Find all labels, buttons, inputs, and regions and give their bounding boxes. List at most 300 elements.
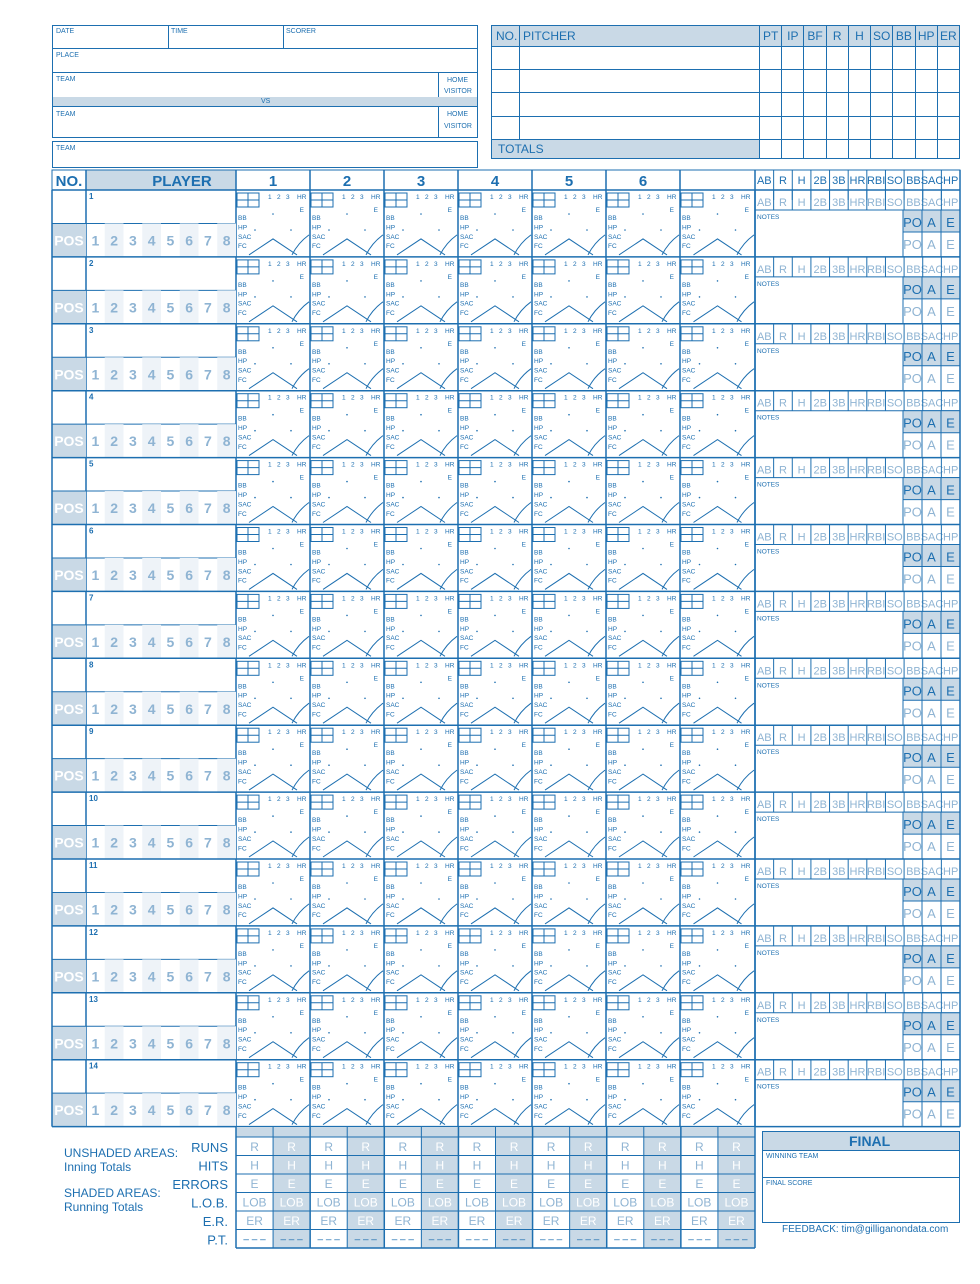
base-label-3: 3 (508, 996, 512, 1004)
base-label-3: 3 (582, 662, 586, 670)
base-label-1: 1 (416, 1063, 420, 1071)
foul-arc (662, 904, 679, 924)
outcome-label-fc: FC (238, 1046, 247, 1053)
base-label-1: 1 (490, 929, 494, 937)
outcome-label-sac: SAC (460, 568, 474, 576)
position-number-4: 4 (147, 500, 156, 517)
base-label-1: 1 (564, 796, 568, 804)
final-title: FINAL (849, 1133, 891, 1149)
fielding-cell-a: A (927, 1106, 936, 1122)
diamond-dot (512, 1032, 514, 1034)
base-label-2: 2 (425, 394, 429, 402)
outcome-label-fc: FC (608, 310, 617, 318)
stat-cell-rbi: RBI (866, 799, 886, 812)
outcome-label-bb: BB (460, 817, 469, 825)
fielding-cell-e: E (946, 571, 955, 587)
home-plate-chevron (249, 908, 297, 924)
outcome-label-fc: FC (312, 310, 321, 318)
outcome-label-sac: SAC (608, 300, 622, 308)
position-number-7: 7 (203, 968, 212, 985)
outcome-label-sac: SAC (386, 1036, 400, 1044)
error-label: E (744, 742, 749, 750)
outcome-label-sac: SAC (534, 635, 548, 643)
diamond-dot (717, 414, 719, 416)
foul-arc (440, 1105, 457, 1125)
foul-arc (440, 636, 457, 656)
stat-cell-rbi: RBI (866, 598, 886, 611)
outcome-label-sac: SAC (238, 635, 252, 643)
base-label-hr: HR (741, 394, 751, 402)
base-label-1: 1 (342, 996, 346, 1004)
home-plate-chevron (397, 841, 445, 857)
base-label-hr: HR (371, 796, 381, 804)
base-label-2: 2 (499, 595, 503, 603)
base-label-1: 1 (342, 1063, 346, 1071)
home-plate-chevron (249, 573, 297, 589)
base-label-2: 2 (647, 595, 651, 603)
stat-cell-ab: AB (756, 732, 772, 745)
base-label-hr: HR (371, 394, 381, 402)
error-label: E (373, 541, 378, 549)
diamond-dot (586, 898, 588, 900)
stat-cell-2b: 2B (813, 665, 827, 678)
outcome-label-sac: SAC (386, 902, 400, 910)
winning-team-label: WINNING TEAM (766, 1153, 819, 1160)
stat-cell-so: SO (886, 732, 903, 745)
diamond-dot (328, 1032, 330, 1034)
player-number: 14 (89, 1061, 98, 1071)
base-label-2: 2 (721, 260, 725, 268)
outcome-label-sac: SAC (534, 769, 548, 776)
diamond-dot (735, 631, 737, 633)
error-label: E (595, 207, 600, 214)
base-label-3: 3 (730, 662, 734, 670)
base-label-2: 2 (351, 327, 355, 335)
fielding-cell-po: PO (903, 1039, 922, 1055)
stat-cell-so: SO (886, 799, 903, 812)
visitor-label-1: VISITOR (444, 88, 472, 95)
stat-cell-sac: SAC (920, 197, 944, 209)
outcome-label-fc: FC (534, 778, 543, 786)
base-label-3: 3 (286, 528, 290, 536)
base-label-hr: HR (593, 528, 603, 536)
base-label-1: 1 (638, 662, 642, 670)
error-label: E (521, 675, 526, 683)
pos-label: POS (54, 968, 84, 985)
outcome-label-bb: BB (534, 683, 543, 691)
outcome-label-hp: HP (608, 425, 618, 433)
outcome-label-bb: BB (534, 750, 543, 758)
player-number: 12 (89, 927, 98, 937)
base-label-2: 2 (647, 729, 651, 737)
position-number-1: 1 (91, 633, 100, 650)
base-label-3: 3 (730, 595, 734, 603)
error-label: E (447, 407, 452, 415)
diamond-dot (586, 430, 588, 432)
base-label-3: 3 (286, 394, 290, 402)
stat-cell-2b: 2B (813, 999, 827, 1012)
fielding-header-po: PO (903, 683, 922, 699)
position-number-7: 7 (203, 633, 212, 650)
diamond-dot (550, 898, 552, 900)
position-number-7: 7 (203, 566, 212, 583)
base-label-2: 2 (351, 461, 355, 469)
base-label-3: 3 (582, 327, 586, 335)
base-label-hr: HR (297, 260, 307, 268)
outcome-label-sac: SAC (534, 1036, 548, 1044)
base-label-2: 2 (351, 528, 355, 536)
base-label-1: 1 (638, 327, 642, 335)
base-label-hr: HR (445, 929, 455, 937)
footer-cell-5: – – – (243, 1234, 266, 1246)
outcome-label-sac: SAC (460, 702, 474, 710)
diamond-dot (699, 564, 701, 566)
foul-arc (440, 770, 457, 790)
outcome-label-hp: HP (386, 1094, 396, 1102)
base-label-1: 1 (564, 729, 568, 737)
stat-cell-so: SO (886, 263, 903, 276)
base-label-3: 3 (508, 863, 512, 870)
outcome-label-bb: BB (682, 1084, 691, 1092)
outcome-label-hp: HP (608, 358, 618, 366)
foul-arc (292, 770, 309, 790)
diamond-dot (642, 815, 644, 817)
stat-cell-bb: BB (906, 464, 921, 477)
diamond-dot (346, 815, 348, 817)
home-plate-chevron (694, 306, 742, 322)
outcome-label-hp: HP (608, 1027, 618, 1035)
base-label-3: 3 (286, 260, 290, 268)
stat-cell-ab: AB (756, 397, 772, 410)
stat-cell-so: SO (886, 932, 903, 945)
footer-cell-3: LOB (316, 1195, 341, 1210)
position-number-2: 2 (110, 566, 119, 583)
stat-cell-ab: AB (756, 197, 772, 209)
position-number-6: 6 (185, 834, 194, 851)
outcome-label-bb: BB (312, 549, 321, 557)
base-label-2: 2 (721, 595, 725, 603)
base-label-1: 1 (638, 194, 642, 201)
base-label-3: 3 (730, 1063, 734, 1071)
base-label-hr: HR (297, 796, 307, 804)
fielding-cell-po: PO (903, 638, 922, 654)
final-box (762, 1131, 960, 1223)
foul-arc (514, 703, 531, 723)
stat-cell-h: H (797, 598, 806, 611)
foul-arc (662, 636, 679, 656)
error-label: E (669, 1076, 674, 1084)
error-label: E (299, 474, 304, 482)
outcome-label-sac: SAC (386, 233, 400, 241)
outcome-label-hp: HP (534, 358, 544, 366)
outcome-label-fc: FC (608, 377, 617, 384)
base-label-hr: HR (593, 394, 603, 402)
base-label-1: 1 (416, 327, 420, 335)
notes-label: NOTES (757, 214, 780, 221)
diamond-dot (346, 213, 348, 215)
footer-cell-1: H (398, 1158, 408, 1173)
foul-arc (588, 770, 605, 790)
diamond-dot (642, 882, 644, 884)
base-label-3: 3 (434, 394, 438, 402)
home-plate-chevron (694, 841, 742, 857)
diamond-dot (568, 481, 570, 483)
stat-cell-h: H (797, 464, 806, 477)
position-number-6: 6 (185, 500, 194, 517)
stat-cell-bb: BB (906, 665, 921, 678)
diamond-dot (402, 229, 404, 231)
footer-cell-0: R (657, 1140, 667, 1154)
place-label: PLACE (56, 52, 79, 59)
outcome-label-sac: SAC (608, 835, 622, 843)
home-plate-chevron (619, 640, 667, 656)
outcome-label-fc: FC (608, 845, 617, 853)
error-label: E (299, 1076, 304, 1084)
fielding-header-po: PO (903, 549, 922, 565)
footer-cell-5: – – – (354, 1234, 377, 1246)
diamond-dot (364, 764, 366, 766)
base-label-1: 1 (416, 194, 420, 201)
stat-cell-rbi: RBI (866, 397, 886, 410)
outcome-label-sac: SAC (608, 233, 622, 241)
stat-cell-r: R (778, 531, 787, 544)
footer-cell-0: R (250, 1140, 259, 1154)
base-label-hr: HR (371, 260, 381, 268)
base-label-hr: HR (371, 863, 381, 870)
footer-cell-4: ER (246, 1214, 263, 1228)
home-plate-chevron (545, 373, 593, 389)
diamond-dot (624, 1032, 626, 1034)
foul-arc (662, 302, 679, 322)
lineup-no-header: NO. (55, 173, 83, 190)
diamond-dot (290, 898, 292, 900)
position-number-2: 2 (110, 834, 119, 851)
footer-cell-0: R (398, 1140, 408, 1154)
shaded-desc: Running Totals (64, 1200, 144, 1214)
base-label-hr: HR (297, 1063, 307, 1071)
outcome-label-bb: BB (608, 950, 617, 958)
position-number-2: 2 (110, 700, 119, 717)
outcome-label-hp: HP (312, 425, 322, 433)
diamond-dot (568, 347, 570, 349)
stat-cell-hp: HP (943, 799, 959, 812)
notes-label: NOTES (757, 548, 780, 556)
base-label-1: 1 (712, 260, 716, 268)
base-label-2: 2 (499, 461, 503, 469)
outcome-label-fc: FC (312, 1046, 321, 1053)
outcome-label-fc: FC (608, 577, 617, 585)
fielding-header-e: E (946, 884, 955, 899)
outcome-label-hp: HP (534, 893, 544, 901)
home-plate-chevron (694, 1109, 742, 1125)
base-label-3: 3 (508, 260, 512, 268)
diamond-dot (438, 965, 440, 967)
foul-arc (292, 971, 309, 991)
outcome-label-sac: SAC (312, 835, 326, 843)
diamond-dot (586, 1032, 588, 1034)
fielding-cell-a: A (927, 839, 936, 855)
diamond-dot (717, 213, 719, 215)
footer-cell-5: – – – (317, 1234, 340, 1246)
outcome-label-fc: FC (238, 778, 247, 786)
base-label-1: 1 (268, 796, 272, 804)
outcome-label-bb: BB (608, 215, 617, 222)
home-plate-chevron (397, 239, 445, 255)
foul-arc (662, 1105, 679, 1125)
foul-arc (366, 369, 383, 389)
outcome-label-sac: SAC (682, 635, 696, 643)
base-label-hr: HR (297, 394, 307, 402)
footer-cell-3: LOB (650, 1195, 675, 1210)
foul-arc (588, 904, 605, 924)
diamond-dot (586, 296, 588, 298)
error-label: E (669, 474, 674, 482)
player-number: 10 (89, 794, 98, 804)
outcome-label-bb: BB (312, 950, 321, 958)
stat-cell-rbi: RBI (866, 263, 886, 276)
home-plate-chevron (471, 573, 519, 589)
base-label-2: 2 (351, 796, 355, 804)
base-label-hr: HR (297, 194, 307, 201)
diamond-dot (272, 213, 274, 215)
base-label-3: 3 (360, 260, 364, 268)
home-plate-chevron (323, 640, 371, 656)
base-label-2: 2 (721, 528, 725, 536)
stat-cell-rbi: RBI (866, 932, 886, 945)
outcome-label-fc: FC (386, 443, 395, 451)
unshaded-title: UNSHADED AREAS: (64, 1146, 179, 1160)
diamond-dot (272, 748, 274, 750)
home-plate-chevron (323, 306, 371, 322)
base-label-hr: HR (667, 863, 677, 870)
base-label-hr: HR (667, 996, 677, 1004)
outcome-label-fc: FC (386, 1046, 395, 1053)
outcome-label-hp: HP (682, 1027, 692, 1035)
outcome-label-fc: FC (460, 644, 469, 652)
diamond-dot (420, 882, 422, 884)
footer-cell-3: LOB (279, 1195, 304, 1210)
error-label: E (521, 474, 526, 482)
stat-cell-h: H (797, 397, 806, 410)
outcome-label-bb: BB (460, 950, 469, 958)
stat-cell-ab: AB (756, 932, 772, 945)
diamond-dot (642, 1083, 644, 1085)
notes-label: NOTES (757, 347, 780, 355)
outcome-label-bb: BB (238, 750, 247, 758)
outcome-label-hp: HP (608, 893, 618, 901)
stat-cell-h: H (797, 932, 806, 945)
outcome-label-fc: FC (312, 912, 321, 920)
base-label-2: 2 (351, 1063, 355, 1071)
diamond-dot (494, 280, 496, 282)
diamond-dot (346, 481, 348, 483)
diamond-dot (476, 363, 478, 365)
outcome-label-bb: BB (608, 281, 617, 289)
footer-cell-0: R (361, 1140, 371, 1154)
stat-cell-2b: 2B (813, 932, 827, 945)
footer-cell-2: E (621, 1177, 630, 1191)
fielding-header-a: A (927, 549, 936, 565)
outcome-label-sac: SAC (386, 300, 400, 308)
foul-arc (514, 235, 531, 255)
error-label: E (595, 876, 600, 883)
base-label-3: 3 (508, 394, 512, 402)
diamond-dot (254, 764, 256, 766)
stat-cell-2b: 2B (813, 732, 827, 745)
fielding-header-a: A (927, 415, 936, 431)
base-label-2: 2 (425, 662, 429, 670)
foul-arc (440, 302, 457, 322)
base-label-3: 3 (508, 528, 512, 536)
outcome-label-sac: SAC (238, 702, 252, 710)
home-plate-chevron (545, 908, 593, 924)
stat-cell-hp: HP (943, 197, 959, 209)
fielding-header-a: A (927, 482, 936, 498)
diamond-dot (735, 1032, 737, 1034)
stat-header-hp: HP (943, 175, 959, 187)
diamond-dot (699, 764, 701, 766)
stat-cell-hr: HR (849, 866, 866, 878)
stat-cell-h: H (797, 263, 806, 276)
home-plate-chevron (471, 1042, 519, 1058)
stat-cell-sac: SAC (920, 1066, 944, 1079)
position-number-1: 1 (91, 834, 100, 851)
stat-cell-hr: HR (849, 665, 866, 678)
outcome-label-sac: SAC (682, 969, 696, 977)
diamond-dot (735, 898, 737, 900)
outcome-label-fc: FC (682, 243, 691, 251)
error-label: E (373, 675, 378, 683)
fielding-cell-po: PO (903, 504, 922, 520)
fielding-header-e: E (946, 683, 955, 699)
diamond-dot (402, 831, 404, 833)
foul-arc (514, 1038, 531, 1058)
outcome-label-bb: BB (682, 549, 691, 557)
foul-arc (440, 369, 457, 389)
diamond-dot (272, 347, 274, 349)
base-label-1: 1 (342, 929, 346, 937)
error-label: E (299, 675, 304, 683)
outcome-label-fc: FC (682, 1046, 691, 1053)
home-plate-chevron (694, 373, 742, 389)
base-label-2: 2 (499, 996, 503, 1004)
outcome-label-fc: FC (238, 711, 247, 719)
base-label-3: 3 (730, 394, 734, 402)
outcome-label-sac: SAC (238, 568, 252, 576)
fielding-header-e: E (946, 616, 955, 632)
footer-cell-0: R (435, 1140, 445, 1154)
base-label-2: 2 (721, 863, 725, 870)
outcome-label-sac: SAC (312, 233, 326, 241)
footer-cell-4: ER (394, 1214, 412, 1228)
diamond-dot (586, 497, 588, 499)
base-label-1: 1 (416, 260, 420, 268)
base-label-3: 3 (434, 1063, 438, 1071)
position-number-5: 5 (166, 901, 175, 918)
base-label-2: 2 (277, 394, 281, 402)
fielding-cell-po: PO (903, 571, 922, 587)
base-label-hr: HR (519, 327, 529, 335)
position-number-6: 6 (185, 1035, 194, 1052)
stat-header-2b: 2B (813, 175, 827, 187)
position-number-4: 4 (147, 834, 156, 851)
diamond-dot (328, 831, 330, 833)
outcome-label-bb: BB (682, 750, 691, 758)
position-number-8: 8 (222, 1035, 231, 1052)
base-label-hr: HR (297, 461, 307, 469)
outcome-label-fc: FC (386, 644, 395, 652)
diamond-dot (717, 949, 719, 951)
